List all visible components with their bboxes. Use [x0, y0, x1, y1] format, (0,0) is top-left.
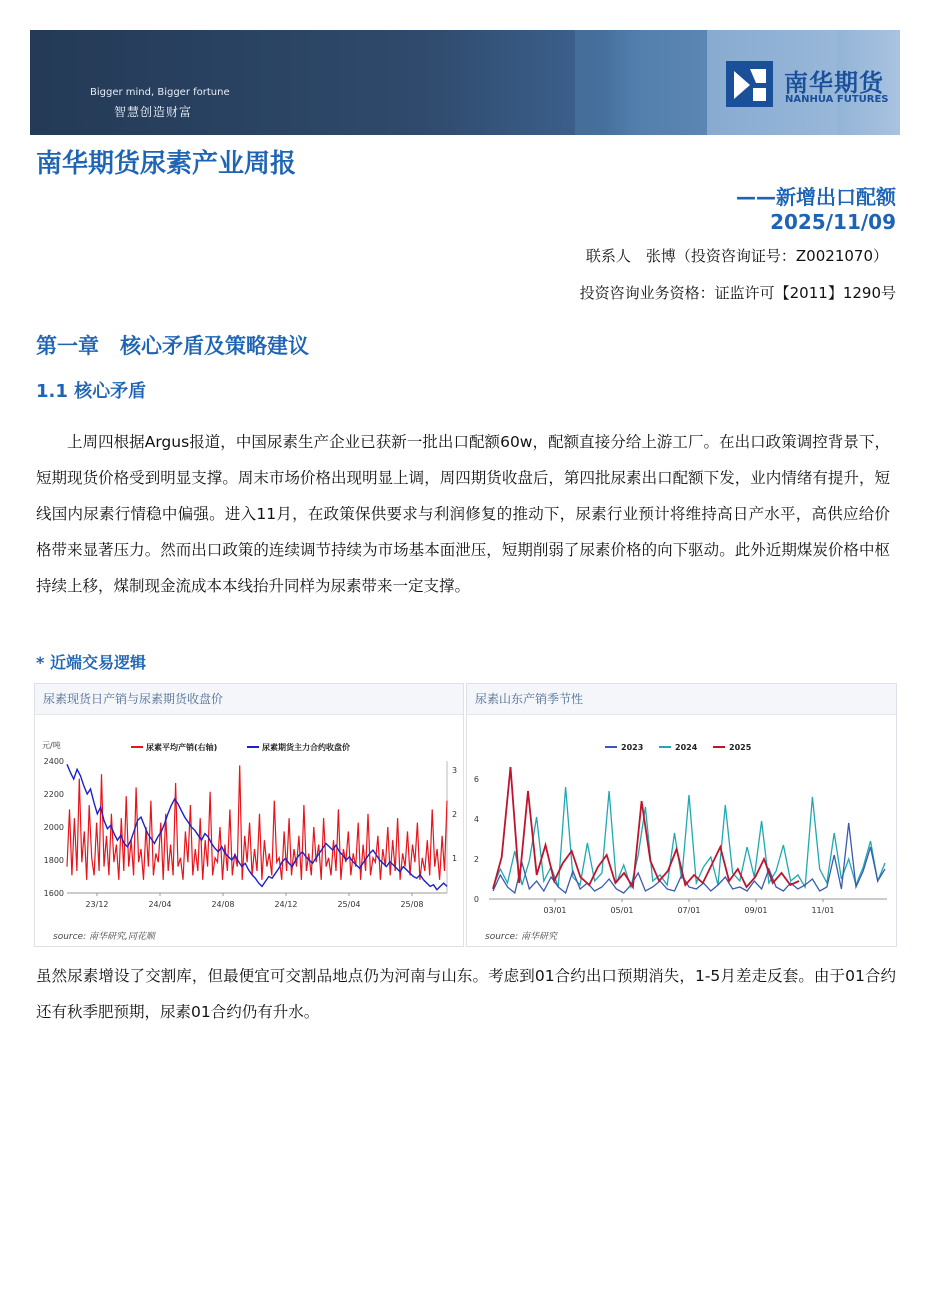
report-date: 2025/11/09: [770, 210, 896, 234]
chapter-heading: 第一章 核心矛盾及策略建议: [36, 334, 309, 358]
y2-tick-label: 3: [452, 765, 458, 775]
legend-label: 2025: [729, 743, 752, 752]
x-tick-label: 23/12: [85, 900, 109, 909]
y-tick-label: 4: [473, 815, 479, 824]
x-tick-label: 24/04: [148, 900, 172, 909]
chart-1-source: source: 南华研究,同花顺: [53, 932, 155, 942]
x-tick-label: 25/08: [400, 900, 424, 909]
logo-text-en: NANHUA FUTURES: [785, 94, 889, 105]
y2-tick-label: 1: [452, 853, 458, 863]
x-tick-label: 03/01: [543, 906, 567, 915]
report-subtitle: ——新增出口配额: [736, 185, 896, 209]
logic-heading: * 近端交易逻辑: [36, 653, 146, 672]
chart-2-title: 尿素山东产销季节性: [467, 684, 896, 715]
legend-label: 尿素期货主力合约收盘价: [262, 743, 350, 752]
logo-text: 南华期货: [784, 69, 884, 97]
y-tick-label: 6: [473, 775, 479, 784]
x-tick-label: 05/01: [610, 906, 634, 915]
legend-label: 尿素平均产销(右轴): [146, 743, 218, 752]
y-tick-label: 0: [473, 895, 479, 904]
chart-1: [35, 715, 463, 915]
x-tick-label: 11/01: [811, 906, 835, 915]
y-tick-label: 2: [473, 855, 479, 864]
chart-panel-1: [34, 683, 464, 947]
report-title: 南华期货尿素产业周报: [36, 149, 297, 179]
x-tick-label: 09/01: [744, 906, 768, 915]
slogan-cn: 智慧创造财富: [114, 105, 193, 119]
chart-2-source: source: 南华研究: [485, 932, 557, 942]
contact-info: 联系人 张博（投资咨询证号：Z0021070）: [585, 247, 888, 265]
chart-2: [467, 715, 896, 915]
nanhua-logo-icon: [726, 61, 773, 107]
license-info: 投资咨询业务资格：证监许可【2011】1290号: [579, 284, 896, 302]
x-tick-label: 07/01: [677, 906, 701, 915]
chart-panel-2: [466, 683, 897, 947]
header-banner: [30, 30, 900, 135]
y2-tick-label: 2: [452, 809, 458, 819]
banner-band: [575, 30, 707, 135]
x-tick-label: 24/12: [274, 900, 298, 909]
x-tick-label: 25/04: [337, 900, 361, 909]
slogan-en: Bigger mind, Bigger fortune: [90, 87, 230, 98]
paragraph-delivery: 虽然尿素增设了交割库，但最便宜可交割品地点仍为河南与山东。考虑到01合约出口预期消失，1-5月差走反套。由于01合约还有秋季肥预期，尿素01合约仍有升水。: [36, 967, 896, 1021]
legend-label: 2024: [675, 743, 698, 752]
y-tick-label: 1600: [43, 889, 64, 898]
y-axis-label: 元/吨: [42, 741, 61, 750]
legend-label: 2023: [621, 743, 644, 752]
paragraph-core: 上周四根据Argus报道，中国尿素生产企业已获新一批出口配额60w，配额直接分给上游工厂。在出口政策调控背景下，短期现货价格受到明显支撑。周末市场价格出现明显上调，周四期货收盘后，第四批尿素出口配额下发，业内情绪有提升，短线国内尿素行情稳中偏强。进入11月，在政策保供要求与利润修复的推动下，尿素行业预计将维持高日产水平，高供应给价格带来显著压力。然而出口政策的连续调节持续为市场基本面泄压，短期削弱了尿素价格的向下驱动。此外近期煤炭价格中枢持续上移，煤制现金流成本本线抬升同样为尿素带来一定支撑。: [36, 433, 890, 595]
y-tick-label: 2200: [43, 790, 64, 799]
x-tick-label: 24/08: [211, 900, 235, 909]
section-heading: 1.1 核心矛盾: [36, 381, 147, 402]
y-tick-label: 1800: [43, 856, 64, 865]
y-tick-label: 2400: [43, 757, 64, 766]
chart-1-title: 尿素现货日产销与尿素期货收盘价: [35, 684, 463, 715]
y-tick-label: 2000: [43, 823, 64, 832]
